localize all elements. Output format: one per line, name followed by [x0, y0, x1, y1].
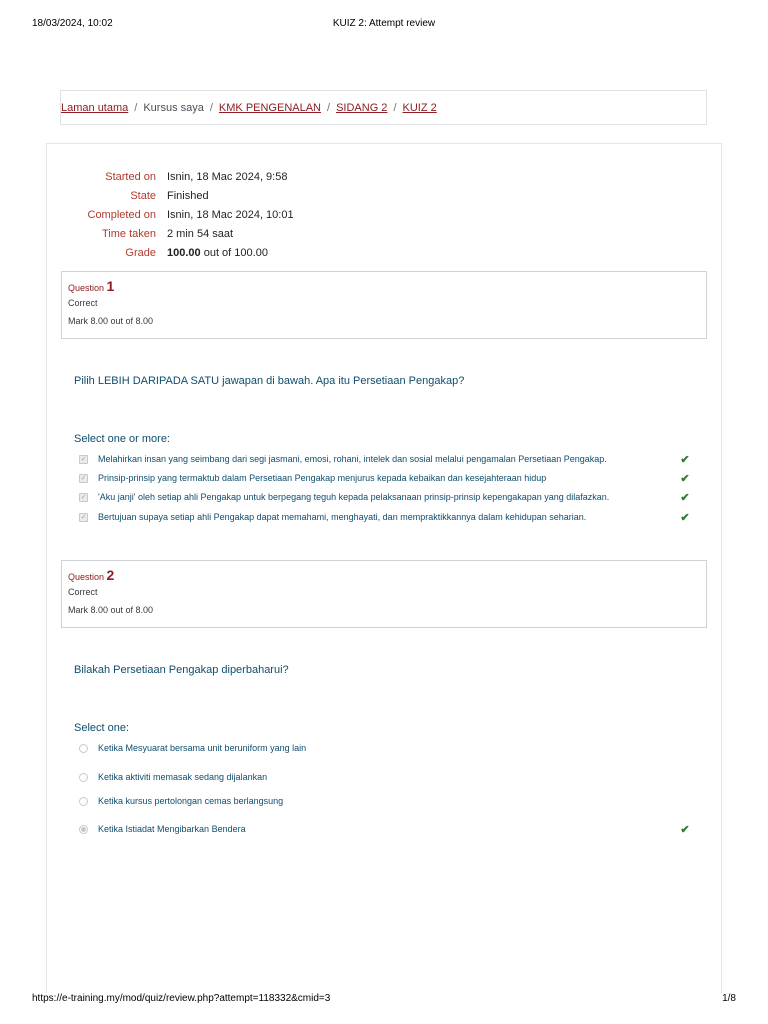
radio-unchecked-icon[interactable] [79, 744, 88, 753]
grade-out-of: out of 100.00 [200, 246, 268, 259]
check-icon: ✔ [680, 453, 690, 466]
breadcrumb [60, 90, 707, 125]
print-footer [0, 993, 768, 1007]
question-label: Question [68, 283, 105, 293]
state-label: State [130, 189, 156, 202]
question-2-info [61, 560, 707, 628]
question-state: Correct [68, 298, 98, 308]
completed-on-label: Completed on [87, 208, 156, 221]
summary-row-state [60, 186, 460, 205]
answer-option[interactable] [79, 452, 691, 466]
checkbox-checked-icon[interactable]: ✓ [80, 456, 87, 463]
grade-label: Grade [125, 246, 156, 259]
state-value: Finished [167, 189, 209, 202]
answer-text: Melahirkan insan yang seimbang dari segi jasmani, emosi, rohani, intelek dan sosial melalui pengamalan Persetiaan Pengakap. [98, 454, 607, 464]
print-title: KUIZ 2: Attempt review [332, 18, 436, 29]
answer-text: Ketika Istiadat Mengibarkan Bendera [98, 824, 246, 834]
summary-row-grade [60, 243, 460, 262]
summary-row-time [60, 224, 460, 243]
answer-option[interactable] [79, 471, 691, 485]
check-icon: ✔ [680, 472, 690, 485]
question-state: Correct [68, 587, 98, 597]
question-number-value: 1 [106, 278, 115, 294]
summary-row-started [60, 167, 460, 186]
question-2-prompt: Select one: [74, 722, 130, 734]
question-mark: Mark 8.00 out of 8.00 [68, 605, 154, 615]
answer-option[interactable] [79, 741, 691, 755]
answer-text: Bertujuan supaya setiap ahli Pengakap dapat memahami, menghayati, dan mempraktikkannya dalam kehidupan seharian. [98, 512, 587, 522]
checkbox-checked-icon[interactable]: ✓ [80, 514, 87, 521]
breadcrumb-home-link[interactable]: Laman utama [61, 101, 129, 114]
checkbox-checked-icon[interactable]: ✓ [80, 475, 87, 482]
answer-option[interactable] [79, 770, 691, 784]
breadcrumb-separator: / [393, 101, 397, 114]
checkbox-checked-icon[interactable]: ✓ [80, 494, 87, 501]
breadcrumb-course-link[interactable]: KMK PENGENALAN [218, 101, 322, 114]
answer-text: 'Aku janji' oleh setiap ahli Pengakap untuk berpegang teguh kepada pelaksanaan prinsip-prinsip kepengakapan yang dilafazkan. [98, 492, 610, 502]
question-mark: Mark 8.00 out of 8.00 [68, 316, 154, 326]
breadcrumb-section-link[interactable]: SIDANG 2 [336, 101, 388, 114]
summary-row-completed [60, 205, 460, 224]
question-number-value: 2 [106, 567, 115, 583]
started-on-label: Started on [105, 170, 156, 183]
radio-unchecked-icon[interactable] [79, 797, 88, 806]
check-icon: ✔ [680, 511, 690, 524]
breadcrumb-separator: / [209, 101, 213, 114]
answer-option[interactable] [79, 510, 691, 524]
radio-dot [81, 827, 86, 832]
question-label: Question [68, 572, 105, 582]
print-page-number: 1/8 [722, 993, 736, 1004]
print-header [0, 18, 768, 32]
breadcrumb-my-courses: Kursus saya [143, 101, 204, 114]
answer-text: Ketika aktiviti memasak sedang dijalankan [98, 772, 268, 782]
answer-text: Prinsip-prinsip yang termaktub dalam Persetiaan Pengakap menjurus kepada kebaikan dan kesejahteraan hidup [98, 473, 547, 483]
answer-option[interactable] [79, 490, 691, 504]
question-1-prompt: Select one or more: [74, 433, 170, 445]
started-on-value: Isnin, 18 Mac 2024, 9:58 [167, 170, 288, 183]
time-taken-label: Time taken [101, 227, 156, 240]
grade-value [167, 247, 268, 259]
grade-score: 100.00 [167, 246, 201, 259]
answer-option[interactable] [79, 822, 691, 836]
question-2-text: Bilakah Persetiaan Pengakap diperbaharui? [74, 664, 289, 676]
radio-unchecked-icon[interactable] [79, 773, 88, 782]
question-number [68, 278, 700, 294]
answer-text: Ketika Mesyuarat bersama unit beruniform yang lain [98, 743, 307, 753]
question-number [68, 567, 700, 583]
radio-checked-icon[interactable] [79, 825, 88, 834]
print-url: https://e-training.my/mod/quiz/review.php?attempt=118332&cmid=3 [32, 993, 331, 1004]
check-icon: ✔ [680, 491, 690, 504]
check-icon: ✔ [680, 823, 690, 836]
answer-option[interactable] [79, 794, 691, 808]
breadcrumb-quiz-link[interactable]: KUIZ 2 [402, 101, 437, 114]
attempt-summary [60, 167, 460, 262]
completed-on-value: Isnin, 18 Mac 2024, 10:01 [167, 208, 294, 221]
breadcrumb-separator: / [134, 101, 138, 114]
breadcrumb-separator: / [327, 101, 331, 114]
time-taken-value: 2 min 54 saat [167, 227, 234, 240]
question-1-info [61, 271, 707, 339]
question-1-text: Pilih LEBIH DARIPADA SATU jawapan di bawah. Apa itu Persetiaan Pengakap? [74, 375, 465, 387]
print-date: 18/03/2024, 10:02 [32, 18, 113, 29]
answer-text: Ketika kursus pertolongan cemas berlangsung [98, 796, 284, 806]
